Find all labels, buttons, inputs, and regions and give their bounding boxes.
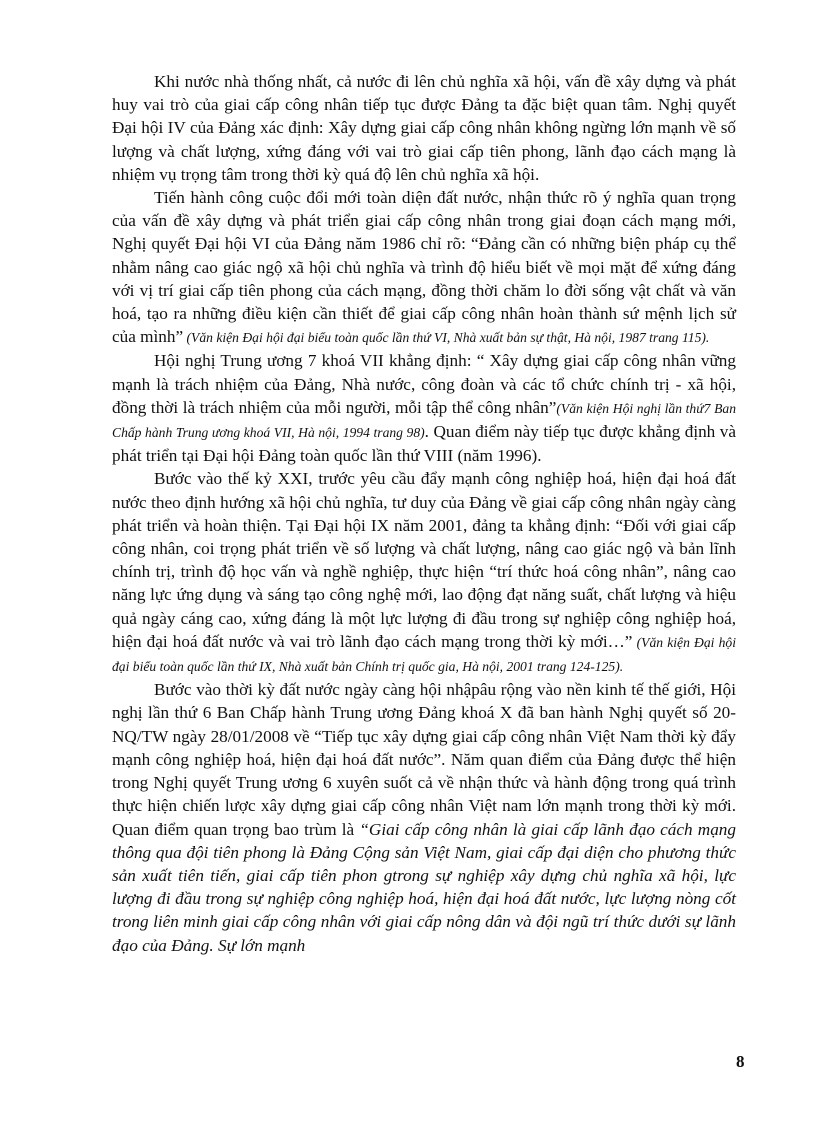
paragraph-3-citation: (Văn kiện Hội nghị lần thứ7 Ban Chấp hành Trung ương khoá VII, Hà nội, 1994 trang 98) xyxy=(112,400,736,441)
paragraph-2 xyxy=(112,186,736,349)
paragraph-2-text: Tiến hành công cuộc đổi mới toàn diện đất nước, nhận thức rõ ý nghĩa quan trọng của vấn đề xây dựng và phát triển giai cấp công nhân trong giai đoạn cách mạng mới, Nghị quyết Đại hội VI của Đảng năm 1986 chỉ rõ: “Đảng cần có những biện pháp cụ thể nhằm nâng cao giác ngộ xã hội chủ nghĩa và trình độ hiểu biết về mọi mặt để xứng đáng với vị trí giai cấp tiên phong của cách mạng, đồng thời chăm lo đời sống vật chất và văn hoá, tạo ra những điều kiện cần thiết để giai cấp công nhân hoàn thành sứ mệnh lịch sử của mình” xyxy=(112,188,736,347)
paragraph-3-tail: . Quan điểm này tiếp tục được khẳng định và phát triển tại Đại hội Đảng toàn quốc lần thứ VIII (năm 1996). xyxy=(112,422,736,466)
paragraph-1 xyxy=(112,70,736,186)
paragraph-1-text: Khi nước nhà thống nhất, cả nước đi lên chủ nghĩa xã hội, vấn đề xây dựng và phát huy vai trò của giai cấp công nhân tiếp tục được Đảng ta đặc biệt quan tâm. Nghị quyết Đại hội IV của Đảng xác định: Xây dựng giai cấp công nhân không ngừng lớn mạnh về số lượng và chất lượng, xứng đáng với vai trò giai cấp tiên phong, lãnh đạo cách mạng là nhiệm vụ trọng tâm trong thời kỳ quá độ lên chủ nghĩa xã hội. xyxy=(112,72,736,184)
page-number: 8 xyxy=(736,1052,745,1071)
paragraph-4-text: Bước vào thế kỷ XXI, trước yêu cầu đẩy mạnh công nghiệp hoá, hiện đại hoá đất nước theo định hướng xã hội chủ nghĩa, tư duy của Đảng về giai cấp công nhân ngày càng phát triển và hoàn thiện. Tại Đại hội IX năm 2001, đảng ta khẳng định: “Đối với giai cấp công nhân, coi trọng phát triển về số lượng và chất lượng, nâng cao giác ngộ và bản lĩnh chính trị, trình độ học vấn và nghề nghiệp, thực hiện “trí thức hoá công nhân”, nâng cao năng lực ứng dụng và sáng tạo công nghệ mới, lao động đạt năng suất, chất lượng và hiệu quả ngày cáng cao, xứng đáng là một lực lượng đi đầu trong sự nghiệp công nghiệp hoá, hiện đại hoá đất nước và vai trò lãnh đạo cách mạng trong thời kỳ mới…” xyxy=(112,469,736,651)
paragraph-5-text: Bước vào thời kỳ đất nước ngày càng hội nhậpâu rộng vào nền kinh tế thế giới, Hội nghị lần thứ 6 Ban Chấp hành Trung ương Đảng khoá X đã ban hành Nghị quyết số 20-NQ/TW ngày 28/01/2008 về “Tiếp tục xây dựng giai cấp công nhân Việt Nam thời kỳ đẩy mạnh công nghiệp hoá, hiện đại hoá đất nước”. Năm quan điểm của Đảng được thể hiện trong Nghị quyết Trung ương 6 xuyên suốt cả về nhận thức và hành động trong quá trình thực hiện chiến lược xây dựng giai cấp công nhân Việt nam lớn mạnh trong thời kỳ mới. Quan điểm quan trọng bao trùm là xyxy=(112,680,736,839)
paragraph-3 xyxy=(112,349,736,467)
paragraph-4 xyxy=(112,467,736,678)
paragraph-3-text: Hội nghị Trung ương 7 khoá VII khẳng định: “ Xây dựng giai cấp công nhân vững mạnh là trách nhiệm của Đảng, Nhà nước, công đoàn và các tổ chức chính trị - xã hội, đồng thời là trách nhiệm của mỗi người, mỗi tập thể công nhân” xyxy=(112,351,736,417)
paragraph-4-citation: (Văn kiện Đại hội đại biểu toàn quốc lần thứ IX, Nhà xuất bản Chính trị quốc gia, Hà nội, 2001 trang 124-125). xyxy=(112,634,737,675)
paragraph-5 xyxy=(112,678,736,956)
paragraph-5-italic-quote: “Giai cấp công nhân là giai cấp lãnh đạo cách mạng thông qua đội tiên phong là Đảng Cộng sản Việt Nam, giai cấp đại diện cho phương thức sản xuất tiên tiến, giai cấp tiên phon gtrong sự nghiệp xây dựng chủ nghĩa xã hội, lực lượng đi đầu trong sự nghiệp công nghiệp hoá, hiện đại hoá đất nước, lực lượng nòng cốt trong liên minh giai cấp công nhân với giai cấp nông dân và đội ngũ trí thức dưới sự lãnh đạo của Đảng. Sự lớn mạnh xyxy=(112,819,736,955)
paragraph-2-citation: (Văn kiện Đại hội đại biểu toàn quốc lần thứ VI, Nhà xuất bản sự thật, Hà nội, 1987 trang 115). xyxy=(183,330,710,346)
document-body xyxy=(112,70,736,957)
